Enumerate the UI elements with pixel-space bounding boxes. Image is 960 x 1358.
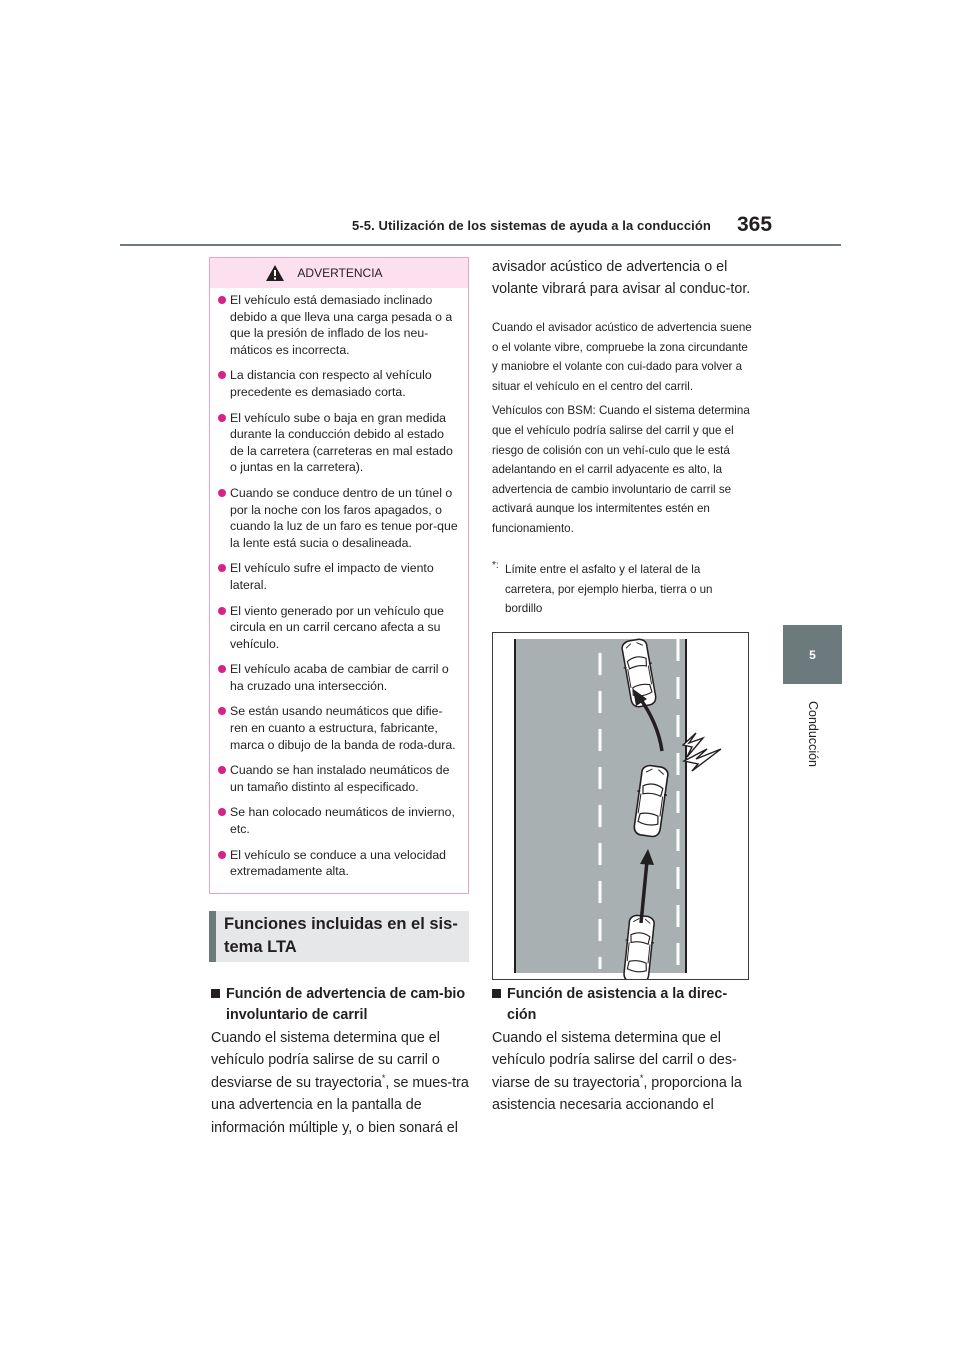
- note-1: Cuando el avisador acústico de advertencia suene o el volante vibre, compruebe la zona circundante y maniobre el volante con cui-dado para volver a situar el vehículo en el centro del carril.: [492, 321, 752, 393]
- note-2: Vehículos con BSM: Cuando el sistema determina que el vehículo podría salirse del carril y que el riesgo de colisión con un vehí-culo que le está adelantando en el carril adyacente es alto, la advertencia de cambio involuntario de carril se activará aunque los intermitentes estén en funcionamiento.: [492, 404, 750, 535]
- footnote-star: *: [492, 560, 496, 571]
- chapter-label: Conducción: [805, 700, 820, 768]
- bullet-dot-icon: [218, 607, 226, 615]
- warning-item-text: Se están usando neumáticos que difie-ren en cuanto a estructura, fabricante, marca o dibujo de la banda de roda-dura.: [230, 704, 456, 752]
- footnote-mark: *: [381, 1073, 386, 1084]
- section-title: 5-5. Utilización de los sistemas de ayuda a la conducción: [352, 218, 711, 233]
- warning-item-text: Cuando se conduce dentro de un túnel o por la noche con los faros apagados, o cuando la luz de un faro es tenue por-que la lente está sucia o desalineada.: [230, 485, 458, 550]
- warning-item: [218, 292, 458, 358]
- bullet-dot-icon: [218, 414, 226, 422]
- square-bullet-icon: [211, 989, 220, 998]
- lane-departure-heading-text: Función de advertencia de cam-bio involuntario de carril: [226, 986, 466, 1023]
- warning-item: [218, 847, 458, 880]
- lane-departure-text: [211, 1027, 473, 1139]
- warning-item: [218, 661, 458, 694]
- warning-item: [218, 410, 458, 476]
- steering-assist-heading-text: Función de asistencia a la direc-ción: [507, 986, 728, 1023]
- steering-assist-heading: [492, 984, 754, 1026]
- bullet-dot-icon: [218, 564, 226, 572]
- lta-section-title: Funciones incluidas en el sis-tema LTA: [209, 911, 469, 962]
- footnote-mark: *: [639, 1073, 644, 1084]
- bullet-dot-icon: [218, 808, 226, 816]
- footnote-colon: :: [495, 560, 499, 571]
- lane-departure-text-b: , se mues-tra una advertencia en la pantalla de información múltiple y, o bien sonará el: [211, 1074, 469, 1136]
- lane-departure-continuation: avisador acústico de advertencia o el volante vibrará para avisar al conduc-tor.: [492, 259, 751, 297]
- header-rule: [120, 244, 841, 246]
- chapter-tab: [783, 625, 842, 684]
- warning-title: ADVERTENCIA: [297, 266, 383, 280]
- warning-item: [218, 367, 458, 400]
- steering-assist-text-a: Cuando el sistema determina que el vehículo podría salirse del carril o des-viarse de su trayectoria: [492, 1030, 737, 1091]
- warning-item-text: El vehículo se conduce a una velocidad extremadamente alta.: [230, 847, 447, 879]
- warning-box: [209, 257, 469, 894]
- chapter-number: 5: [809, 647, 816, 662]
- warning-triangle-icon: [265, 264, 285, 282]
- footnote: [492, 560, 752, 619]
- warning-item-text: El vehículo está demasiado inclinado debido a que lleva una carga pesada o a que la presión de inflado de los neu-máticos es incorrecta.: [230, 293, 453, 357]
- bullet-dot-icon: [218, 851, 226, 859]
- road-illustration: [493, 633, 748, 979]
- warning-item-text: El vehículo sufre el impacto de viento lateral.: [230, 561, 434, 592]
- warning-item: [218, 804, 458, 837]
- warning-item: [218, 603, 458, 653]
- warning-header: [210, 258, 468, 288]
- warning-item: [218, 703, 458, 753]
- warning-item: [218, 485, 458, 551]
- bullet-dot-icon: [218, 707, 226, 715]
- warning-item-text: El viento generado por un vehículo que circula en un carril cercano afecta a su vehículo.: [230, 603, 444, 651]
- warning-item-text: Se han colocado neumáticos de invierno, etc.: [230, 805, 455, 837]
- chapter-label-wrap: [770, 684, 855, 784]
- notes-block: [492, 318, 752, 544]
- page-number: 365: [737, 213, 773, 236]
- steering-assist-text-b: , proporciona la asistencia necesaria accionando el: [492, 1074, 742, 1114]
- warning-item-text: El vehículo sube o baja en gran medida durante la conducción debido al estado de la carretera (carreteras en mal estado o juntas en la carretera).: [230, 410, 453, 475]
- lane-departure-heading: [211, 984, 473, 1026]
- square-bullet-icon: [492, 989, 501, 998]
- bullet-dot-icon: [218, 489, 226, 497]
- lane-departure-text-a: Cuando el sistema determina que el vehículo podría salirse de su carril o desviarse de su trayectoria: [211, 1030, 440, 1091]
- bullet-dot-icon: [218, 296, 226, 304]
- footnote-text: Límite entre el asfalto y el lateral de la carretera, por ejemplo hierba, tierra o un bordillo: [505, 563, 713, 616]
- warning-item: [218, 560, 458, 593]
- footnote-marker: [492, 556, 499, 576]
- warning-item-text: El vehículo acaba de cambiar de carril o ha cruzado una intersección.: [230, 662, 449, 693]
- warning-list: [210, 288, 468, 880]
- warning-item: [218, 762, 458, 795]
- bullet-dot-icon: [218, 665, 226, 673]
- bullet-dot-icon: [218, 766, 226, 774]
- warning-item-text: La distancia con respecto al vehículo precedente es demasiado corta.: [230, 368, 432, 399]
- bullet-dot-icon: [218, 371, 226, 379]
- warning-item-text: Cuando se han instalado neumáticos de un tamaño distinto al especificado.: [230, 763, 450, 794]
- steering-assist-text: [492, 1027, 754, 1117]
- lane-departure-illustration: [492, 632, 749, 980]
